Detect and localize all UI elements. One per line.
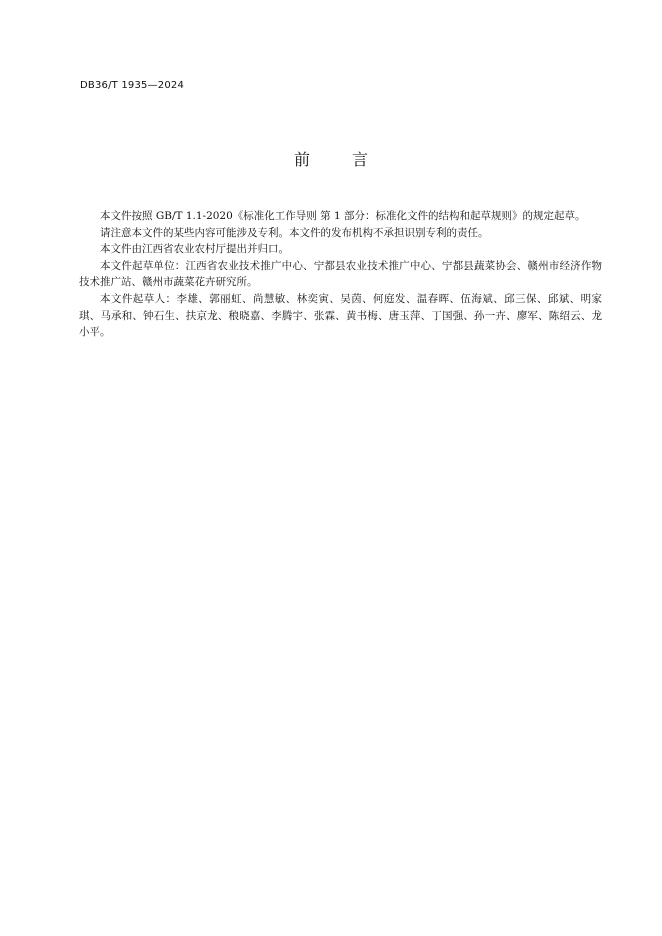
preface-body [79, 208, 602, 341]
paragraph-proposer: 本文件由江西省农业农村厅提出并归口。 [100, 243, 289, 256]
paragraph-drafters: 本文件起草人：李雄、郭丽虹、尚慧敏、林奕寅、吴茵、何庭发、温春晖、伍海斌、邱三保、邱斌、明家琪、马承和、钟石生、扶京龙、稂晓嘉、李腾宇、张霖、黄书梅、唐玉萍、丁国强、孙一卉、廖军、陈绍云、龙小平。 [79, 292, 602, 339]
page-title [0, 150, 662, 170]
paragraph-drafting-rules: 本文件按照 GB/T 1.1-2020《标准化工作导则 第 1 部分：标准化文件的结构和起草规则》的规定起草。 [100, 210, 586, 222]
document-code: DB36/T 1935—2024 [80, 80, 185, 91]
paragraph-patent-notice: 请注意本文件的某些内容可能涉及专利。本文件的发布机构不承担识别专利的责任。 [100, 226, 489, 239]
title-char-2: 言 [352, 150, 369, 169]
paragraph-drafting-units: 本文件起草单位：江西省农业技术推广中心、宁都县农业技术推广中心、宁都县蔬菜协会、赣州市经济作物技术推广站、赣州市蔬菜花卉研究所。 [79, 259, 602, 289]
title-char-1: 前 [293, 150, 310, 169]
